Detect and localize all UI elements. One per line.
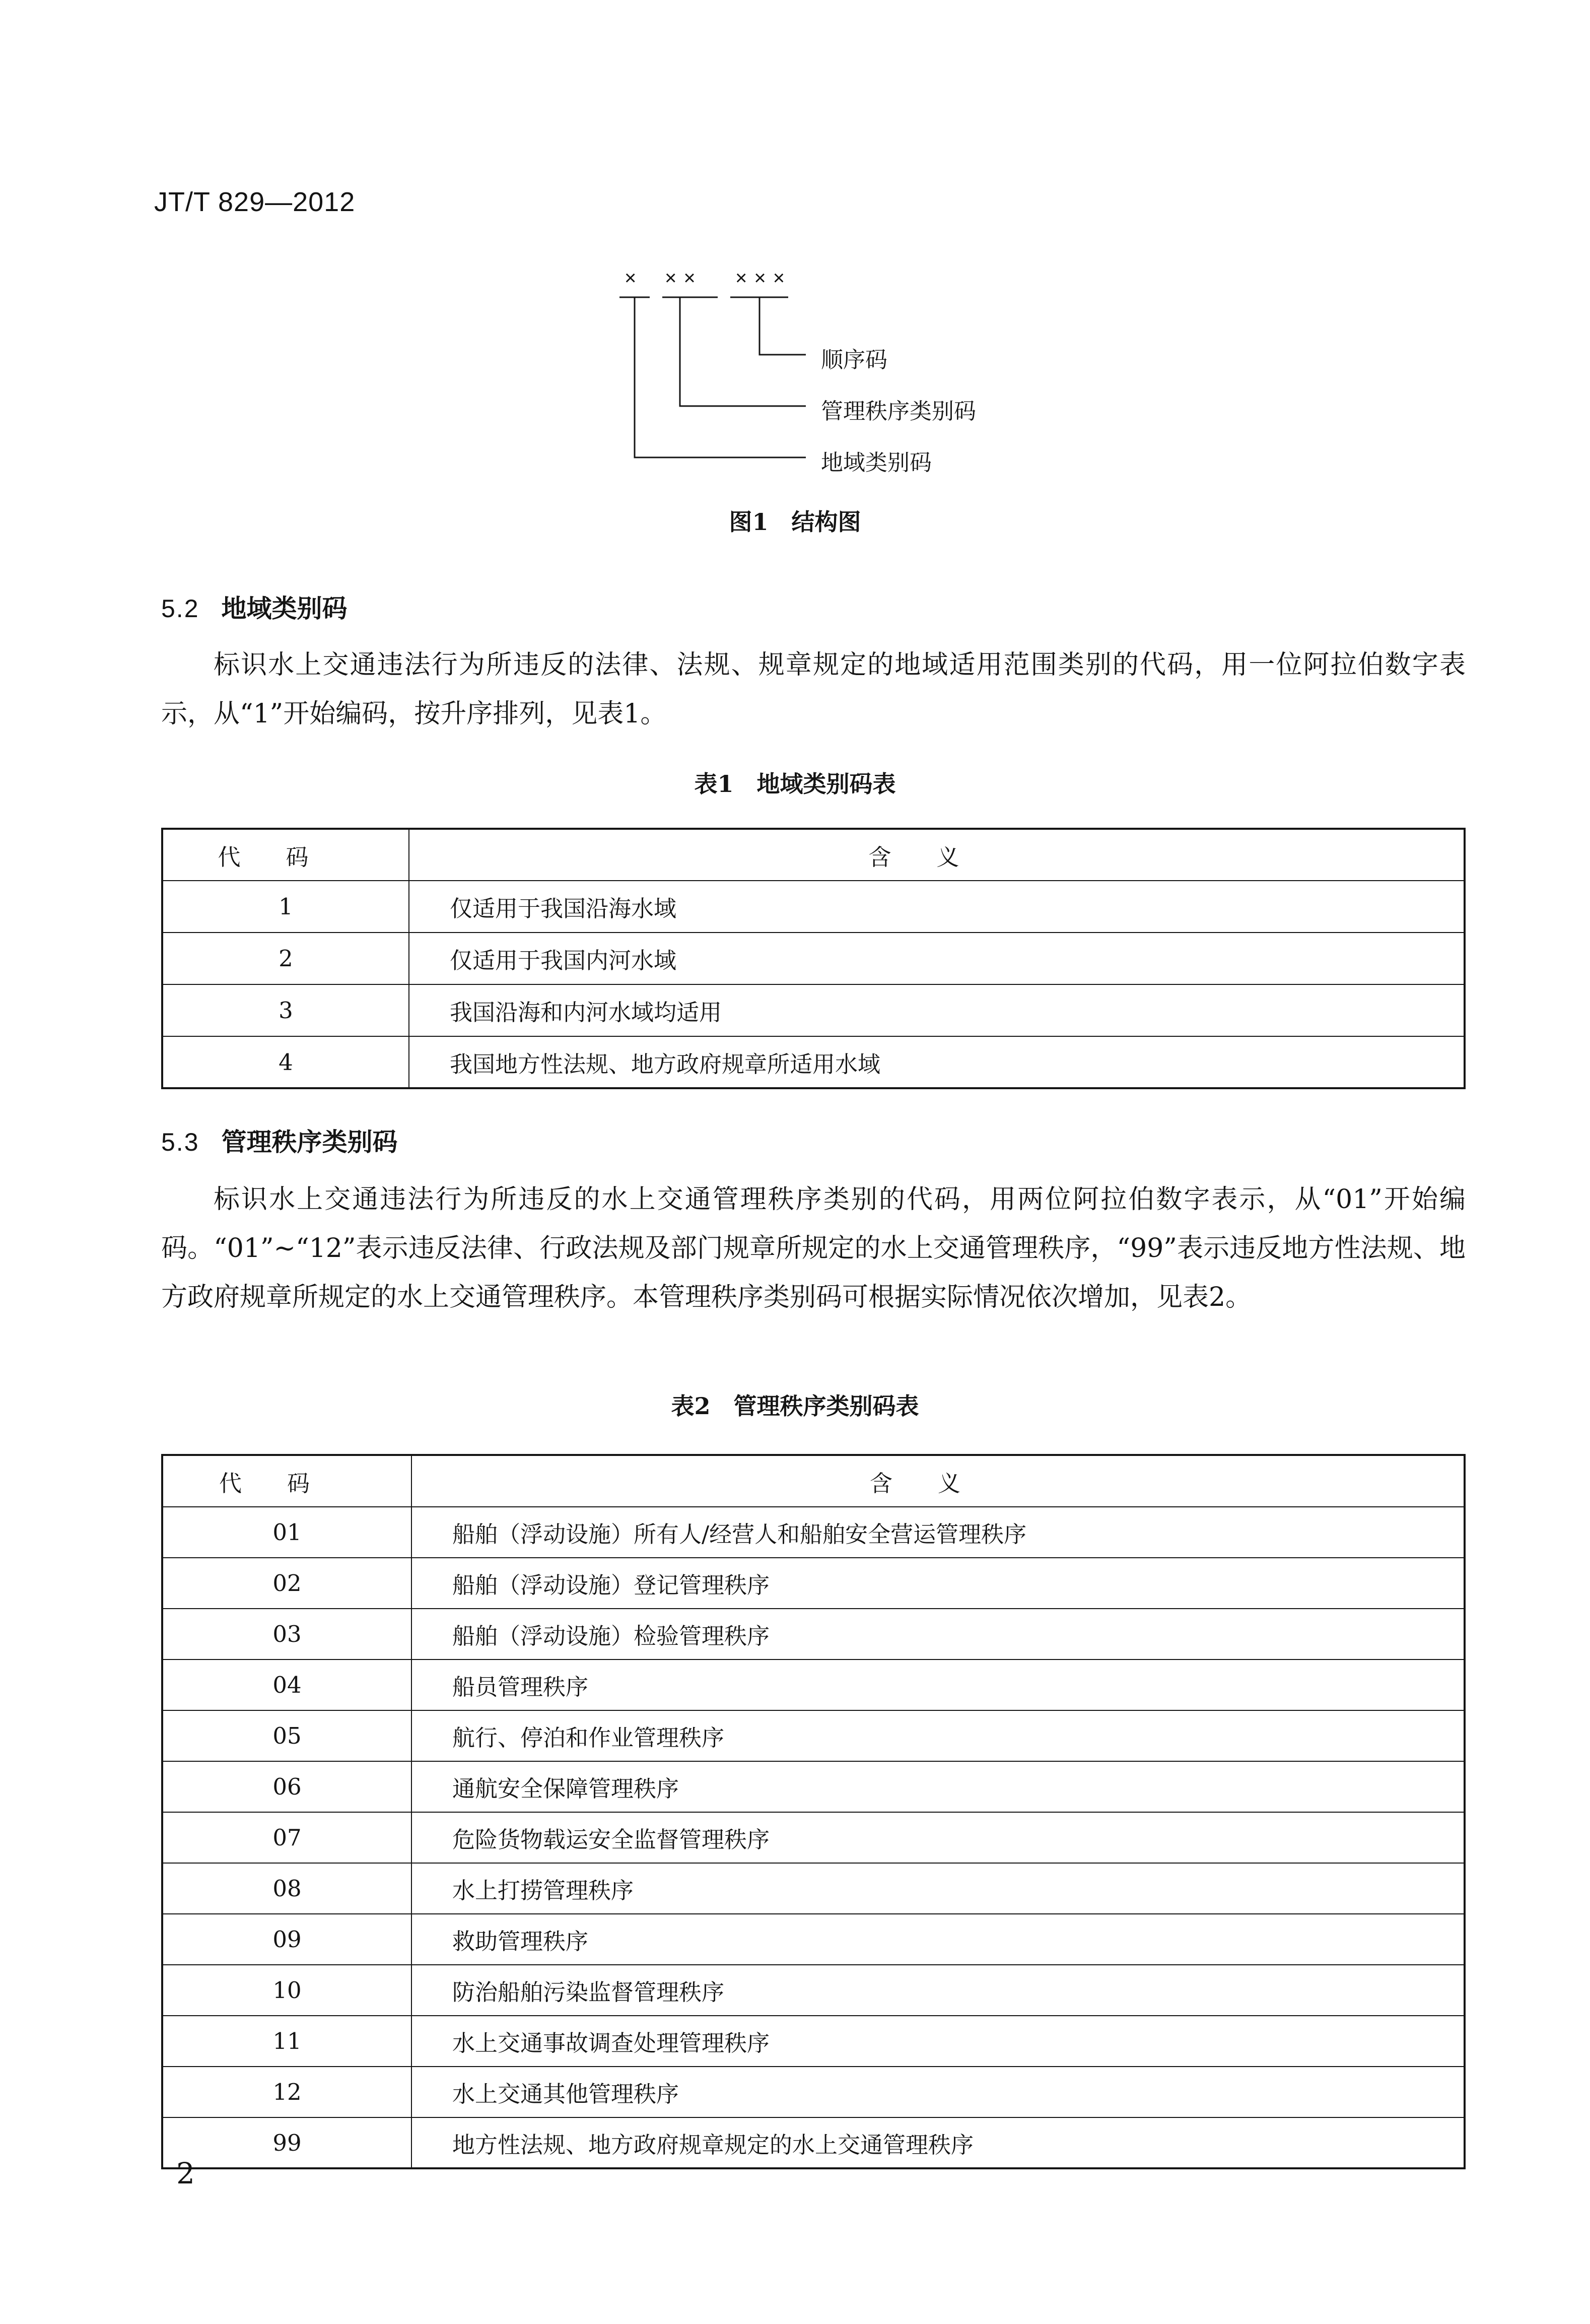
diagram-mark-category: ×× [665,267,703,289]
cell-code: 11 [162,2016,411,2067]
structure-diagram [614,267,1068,489]
cell-code: 09 [162,1914,411,1965]
cell-meaning: 水上交通其他管理秩序 [411,2067,1465,2117]
diagram-label-category: 管理秩序类别码 [821,399,976,424]
cell-code: 99 [162,2117,411,2168]
cell-code: 10 [162,1965,411,2016]
cell-code: 04 [162,1659,411,1710]
cell-meaning: 水上交通事故调查处理管理秩序 [411,2016,1465,2067]
cell-code: 2 [162,933,409,984]
cell-meaning: 危险货物载运安全监督管理秩序 [411,1812,1465,1863]
section-5-3-paragraph: 标识水上交通违法行为所违反的水上交通管理秩序类别的代码，用两位阿拉伯数字表示，从“01”开始编码。“01”~“12”表示违反法律、行政法规及部门规章所规定的水上交通管理秩序，“99”表示违反地方性法规、地方政府规章所规定的水上交通管理秩序。本管理秩序类别码可根据实际情况依次增加，见表2。 [161,1184,1466,1312]
cell-code: 3 [162,984,409,1036]
table-row [162,1609,1465,1659]
cell-meaning: 救助管理秩序 [411,1914,1465,1965]
diagram-label-region: 地域类别码 [821,450,932,476]
table-row [162,2067,1465,2117]
section-5-3-heading [161,1122,398,1158]
table-row [162,984,1465,1036]
cell-code: 01 [162,1507,411,1558]
cell-meaning: 我国地方性法规、地方政府规章所适用水域 [409,1036,1465,1088]
cell-code: 4 [162,1036,409,1088]
table-row [162,1812,1465,1863]
section-title: 地域类别码 [221,593,348,623]
table-row [162,1965,1465,2016]
table-row [162,933,1465,984]
cell-code: 02 [162,1558,411,1609]
cell-code: 07 [162,1812,411,1863]
table2-caption: 表2 管理秩序类别码表 [671,1392,919,1420]
cell-meaning: 仅适用于我国内河水域 [409,933,1465,984]
table-row [162,2016,1465,2067]
table-row [162,881,1465,933]
cell-meaning: 船舶（浮动设施）登记管理秩序 [411,1558,1465,1609]
table1-caption: 表1 地域类别码表 [694,770,896,798]
cell-code: 12 [162,2067,411,2117]
document-id: JT/T 829—2012 [154,187,356,217]
table-row [162,1761,1465,1812]
cell-meaning: 通航安全保障管理秩序 [411,1761,1465,1812]
table-row [162,1863,1465,1914]
table-row [162,2117,1465,2168]
column-header-code: 代码 [162,1455,411,1507]
table-row [162,1036,1465,1088]
table-region-codes [161,828,1466,1089]
cell-meaning: 我国沿海和内河水域均适用 [409,984,1465,1036]
cell-meaning: 船舶（浮动设施）所有人/经营人和船舶安全营运管理秩序 [411,1507,1465,1558]
column-header-meaning: 含义 [409,829,1465,881]
cell-code: 03 [162,1609,411,1659]
table-row [162,1710,1465,1761]
cell-meaning: 船员管理秩序 [411,1659,1465,1710]
diagram-mark-region: × [625,267,644,289]
section-number: 5.3 [161,1128,199,1156]
cell-meaning: 船舶（浮动设施）检验管理秩序 [411,1609,1465,1659]
page-number: 2 [176,2156,195,2190]
column-header-code: 代码 [162,829,409,881]
table-row [162,1659,1465,1710]
table-row [162,1914,1465,1965]
table-row [162,1558,1465,1609]
diagram-mark-sequence: ××× [735,267,792,289]
column-header-meaning: 含义 [411,1455,1465,1507]
cell-code: 05 [162,1710,411,1761]
section-5-2-heading [161,588,348,625]
table-management-order-codes [161,1454,1466,2169]
cell-meaning: 水上打捞管理秩序 [411,1863,1465,1914]
diagram-label-sequence: 顺序码 [821,347,887,373]
cell-code: 08 [162,1863,411,1914]
cell-code: 1 [162,881,409,933]
cell-meaning: 航行、停泊和作业管理秩序 [411,1710,1465,1761]
table-row [162,1507,1465,1558]
cell-code: 06 [162,1761,411,1812]
cell-meaning: 防治船舶污染监督管理秩序 [411,1965,1465,2016]
section-5-2-paragraph: 标识水上交通违法行为所违反的法律、法规、规章规定的地域适用范围类别的代码，用一位阿拉伯数字表示，从“1”开始编码，按升序排列，见表1。 [161,650,1466,729]
figure1-caption: 图1 结构图 [729,508,861,536]
section-number: 5.2 [161,594,199,623]
table-header-row [162,1455,1465,1507]
cell-meaning: 地方性法规、地方政府规章规定的水上交通管理秩序 [411,2117,1465,2168]
section-title: 管理秩序类别码 [221,1127,398,1157]
table-header-row [162,829,1465,881]
cell-meaning: 仅适用于我国沿海水域 [409,881,1465,933]
